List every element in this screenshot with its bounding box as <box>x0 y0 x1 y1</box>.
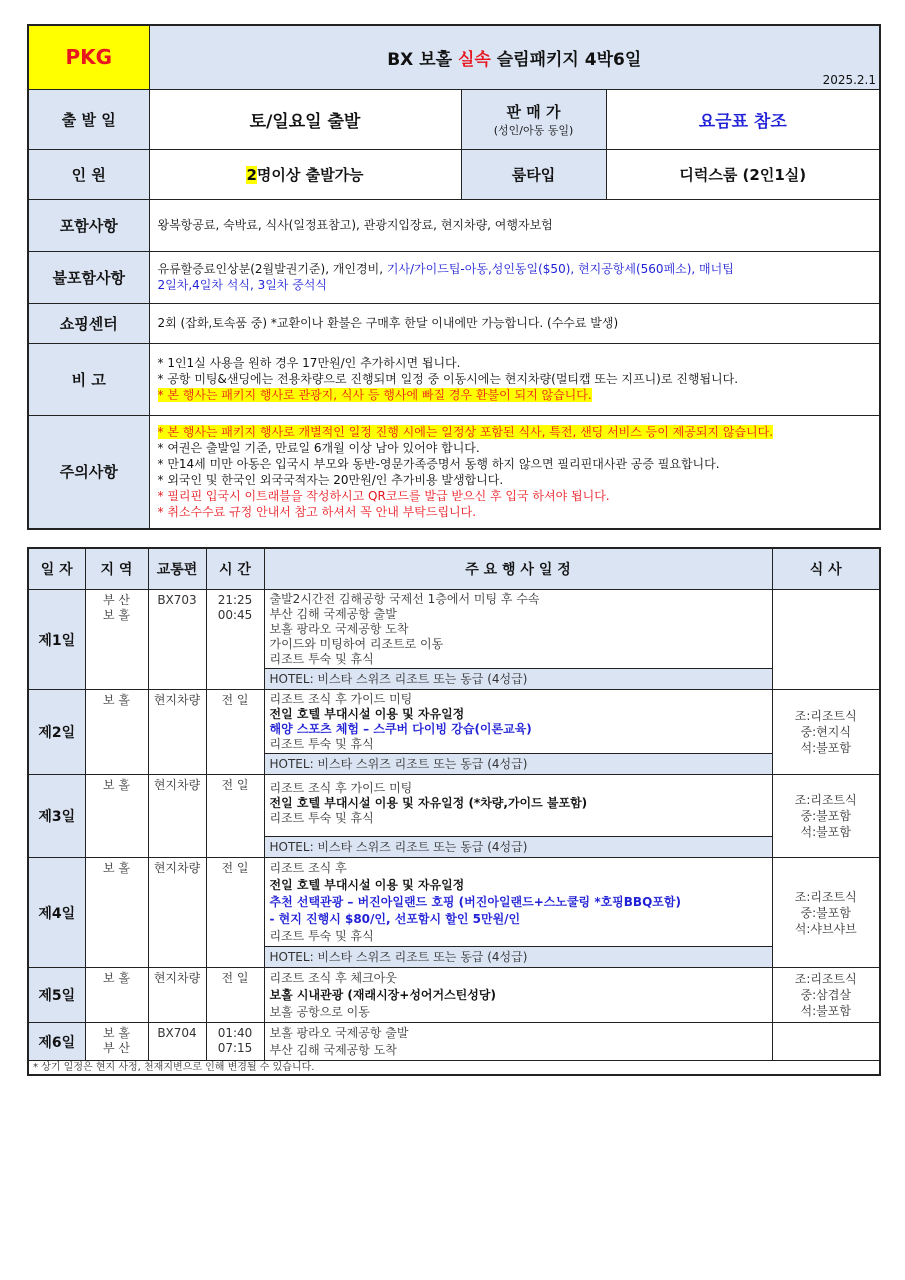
time-cell <box>206 1023 264 1061</box>
region-cell <box>85 1023 148 1061</box>
transport-cell: 현지차량 <box>148 690 206 775</box>
day-label: 제3일 <box>28 775 85 858</box>
schedule-line: 리조트 투숙 및 휴식 <box>269 811 374 825</box>
shopping-label: 쇼핑센터 <box>28 303 149 343</box>
departure-label: 출 발 일 <box>28 89 149 149</box>
region-cell: 보 홀 <box>85 775 148 858</box>
itinerary-row <box>28 1023 880 1061</box>
title-red-word: 실속 <box>457 49 491 70</box>
excluded-text <box>149 251 880 303</box>
day-label: 제1일 <box>28 590 85 690</box>
schedule-line: 가이드와 미팅하여 리조트로 이동 <box>269 637 444 651</box>
itinerary-row <box>28 590 880 690</box>
title-prefix: BX 보홀 <box>387 49 458 70</box>
region-name: 부 산 <box>103 593 130 607</box>
col-header-time: 시 간 <box>206 548 264 590</box>
schedule-cell <box>264 590 772 690</box>
schedule-cell <box>264 968 772 1023</box>
day-label: 제2일 <box>28 690 85 775</box>
issue-date: 2025.2.1 <box>822 72 876 87</box>
time-value: 01:40 <box>217 1026 253 1040</box>
time-cell: 전 일 <box>206 858 264 968</box>
transport-cell: 현지차량 <box>148 775 206 858</box>
col-header-region: 지 역 <box>85 548 148 590</box>
region-cell <box>85 590 148 690</box>
hotel-line: HOTEL: 비스타 스위즈 리조트 또는 동급 (4성급) <box>265 836 772 857</box>
region-name: 보 홀 <box>103 1026 130 1040</box>
itinerary-row <box>28 775 880 858</box>
meal-cell <box>772 858 880 968</box>
time-cell: 전 일 <box>206 775 264 858</box>
meal-cell <box>772 775 880 858</box>
meal-item: 조:리조트식 <box>794 793 857 807</box>
schedule-bold-line: 전일 호텔 부대시설 이용 및 자유일정 <box>269 878 465 892</box>
excluded-blue-2: 2일차,4일차 석식, 3일차 중석식 <box>157 278 327 292</box>
departure-value: 토/일요일 출발 <box>149 89 461 149</box>
cautions-red-line: * 취소수수료 규정 안내서 참고 하셔서 꼭 안내 부탁드립니다. <box>157 504 477 519</box>
hotel-line: HOTEL: 비스타 스위즈 리조트 또는 동급 (4성급) <box>265 753 772 774</box>
people-count: 2 <box>246 165 257 184</box>
meal-cell <box>772 1023 880 1061</box>
hotel-line: HOTEL: 비스타 스위즈 리조트 또는 동급 (4성급) <box>265 946 772 967</box>
pkg-badge: PKG <box>28 25 149 89</box>
price-label-main: 판 매 가 <box>506 102 561 121</box>
cautions-line: * 외국인 및 한국인 외국국적자는 20만원/인 추가비용 발생합니다. <box>157 472 504 487</box>
excluded-blue-1: 기사/가이드팁-아동,성인동일($50), 현지공항세(560페소), 매너팁 <box>386 262 734 276</box>
time-value: 07:15 <box>217 1041 253 1055</box>
region-cell: 보 홀 <box>85 690 148 775</box>
remarks-label: 비 고 <box>28 343 149 415</box>
included-label: 포함사항 <box>28 199 149 251</box>
remarks-text <box>149 343 880 415</box>
remarks-highlight: * 본 행사는 패키지 행사로 관광지, 식사 등 행사에 빠질 경우 환불이 되지 않습니다. <box>157 388 592 402</box>
room-value: 디럭스룸 (2인1실) <box>606 149 880 199</box>
excluded-black: 유류할증료인상분(2월발권기준), 개인경비, <box>157 262 387 276</box>
meal-item: 조:리조트식 <box>794 972 857 986</box>
price-label <box>461 89 606 149</box>
schedule-line: 리조트 투숙 및 휴식 <box>269 929 374 943</box>
meal-item: 중:삼겹살 <box>800 988 851 1002</box>
price-value: 요금표 참조 <box>606 89 880 149</box>
price-label-sub: (성인/아동 동일) <box>493 123 574 137</box>
itinerary-row <box>28 858 880 968</box>
itinerary-row <box>28 690 880 775</box>
cautions-text <box>149 415 880 529</box>
meal-item: 중:현지식 <box>800 725 851 739</box>
cautions-red-line: * 필리핀 입국시 이트래블을 작성하시고 QR코드를 발급 받으신 후 입국 하셔야 됩니다. <box>157 488 610 503</box>
itinerary-table <box>27 547 881 1076</box>
schedule-line: 리조트 조식 후 체크아웃 <box>269 971 397 985</box>
schedule-cell <box>264 858 772 968</box>
shopping-text: 2회 (잡화,토속품 중) *교환이나 환불은 구매후 한달 이내에만 가능합니다. (수수료 발생) <box>149 303 880 343</box>
schedule-line: 보홀 공항으로 이동 <box>269 1005 370 1019</box>
schedule-line: 리조트 투숙 및 휴식 <box>269 737 374 751</box>
transport-cell: BX704 <box>148 1023 206 1061</box>
time-value: 21:25 <box>217 593 253 607</box>
day-label: 제4일 <box>28 858 85 968</box>
schedule-line: 리조트 조식 후 <box>269 861 347 875</box>
remarks-line: * 1인1실 사용을 원하 경우 17만원/인 추가하시면 됩니다. <box>157 356 461 370</box>
cautions-line: * 만14세 미만 아동은 입국시 부모와 동반-영문가족증명서 동행 하지 않으면 필리핀대사관 공증 필요합니다. <box>157 456 720 471</box>
title-suffix: 슬림패키지 4박6일 <box>490 49 642 70</box>
included-text: 왕복항공료, 숙박료, 식사(일정표참고), 관광지입장료, 현지차량, 여행자보험 <box>149 199 880 251</box>
schedule-bold-line: 전일 호텔 부대시설 이용 및 자유일정 (*차량,가이드 불포함) <box>269 796 588 810</box>
region-cell: 보 홀 <box>85 858 148 968</box>
day-label: 제5일 <box>28 968 85 1023</box>
cautions-label: 주의사항 <box>28 415 149 529</box>
people-text: 명이상 출발가능 <box>256 165 364 184</box>
package-summary-table <box>27 24 881 530</box>
package-title <box>149 25 880 89</box>
schedule-cell <box>264 690 772 775</box>
col-header-day: 일 자 <box>28 548 85 590</box>
people-label: 인 원 <box>28 149 149 199</box>
schedule-line: 부산 김해 국제공항 도착 <box>269 1043 397 1057</box>
itinerary-row <box>28 968 880 1023</box>
region-name: 보 홀 <box>103 608 130 622</box>
hotel-line: HOTEL: 비스타 스위즈 리조트 또는 동급 (4성급) <box>265 668 772 689</box>
schedule-blue-line: 해양 스포츠 체험 – 스쿠버 다이빙 강습(이론교육) <box>269 722 532 736</box>
meal-cell <box>772 968 880 1023</box>
room-label: 룸타입 <box>461 149 606 199</box>
schedule-line: 보홀 팡라오 국제공항 출발 <box>269 1026 409 1040</box>
schedule-bold-line: 전일 호텔 부대시설 이용 및 자유일정 <box>269 707 465 721</box>
schedule-cell <box>264 775 772 858</box>
meal-cell <box>772 590 880 690</box>
day-label: 제6일 <box>28 1023 85 1061</box>
schedule-bold-line: 보홀 시내관광 (재래시장+성어거스틴성당) <box>269 988 496 1002</box>
cautions-line: * 여권은 출발일 기준, 만료일 6개월 이상 남아 있어야 합니다. <box>157 440 480 455</box>
col-header-meal: 식 사 <box>772 548 880 590</box>
meal-item: 중:불포함 <box>800 905 851 920</box>
footnote: * 상기 일정은 현지 사정, 천재지변으로 인해 변경될 수 있습니다. <box>28 1061 880 1076</box>
cautions-highlight: * 본 행사는 패키지 행사로 개별적인 일정 진행 시에는 일정상 포함된 식사, 특전, 샌딩 서비스 등이 제공되지 않습니다. <box>157 424 774 439</box>
remarks-line: * 공항 미팅&샌딩에는 전용차량으로 진행되며 일정 중 이동시에는 현지차량(멀티캡 또는 지프니)로 진행됩니다. <box>157 372 739 386</box>
col-header-schedule: 주 요 행 사 일 정 <box>264 548 772 590</box>
transport-cell: 현지차량 <box>148 968 206 1023</box>
meal-item: 석:샤브샤브 <box>794 921 857 936</box>
schedule-line: 부산 김해 국제공항 출발 <box>269 607 397 621</box>
time-cell: 전 일 <box>206 690 264 775</box>
meal-item: 조:리조트식 <box>794 889 857 904</box>
meal-item: 석:불포함 <box>800 1004 851 1018</box>
region-cell: 보 홀 <box>85 968 148 1023</box>
time-cell: 전 일 <box>206 968 264 1023</box>
schedule-line: 보홀 팡라오 국제공항 도착 <box>269 622 409 636</box>
meal-item: 석:불포함 <box>800 741 851 755</box>
region-name: 부 산 <box>103 1041 130 1055</box>
meal-item: 석:불포함 <box>800 825 851 839</box>
time-cell <box>206 590 264 690</box>
time-value: 00:45 <box>217 608 253 622</box>
schedule-line: 출발2시간전 김해공항 국제선 1층에서 미팅 후 수속 <box>269 592 540 606</box>
schedule-blue-line: - 현지 진행시 $80/인, 선포함시 할인 5만원/인 <box>269 912 521 926</box>
transport-cell: 현지차량 <box>148 858 206 968</box>
meal-item: 중:불포함 <box>800 809 851 823</box>
schedule-line: 리조트 조식 후 가이드 미팅 <box>269 692 413 706</box>
transport-cell: BX703 <box>148 590 206 690</box>
schedule-line: 리조트 조식 후 가이드 미팅 <box>269 781 413 795</box>
excluded-label: 불포함사항 <box>28 251 149 303</box>
schedule-line: 리조트 투숙 및 휴식 <box>269 652 374 666</box>
meal-item: 조:리조트식 <box>794 709 857 723</box>
col-header-transport: 교통편 <box>148 548 206 590</box>
schedule-blue-line: 추천 선택관광 – 버진아일랜드 호핑 (버진아일랜드+스노쿨링 *호핑BBQ포함) <box>269 895 681 909</box>
schedule-cell <box>264 1023 772 1061</box>
people-value <box>149 149 461 199</box>
meal-cell <box>772 690 880 775</box>
